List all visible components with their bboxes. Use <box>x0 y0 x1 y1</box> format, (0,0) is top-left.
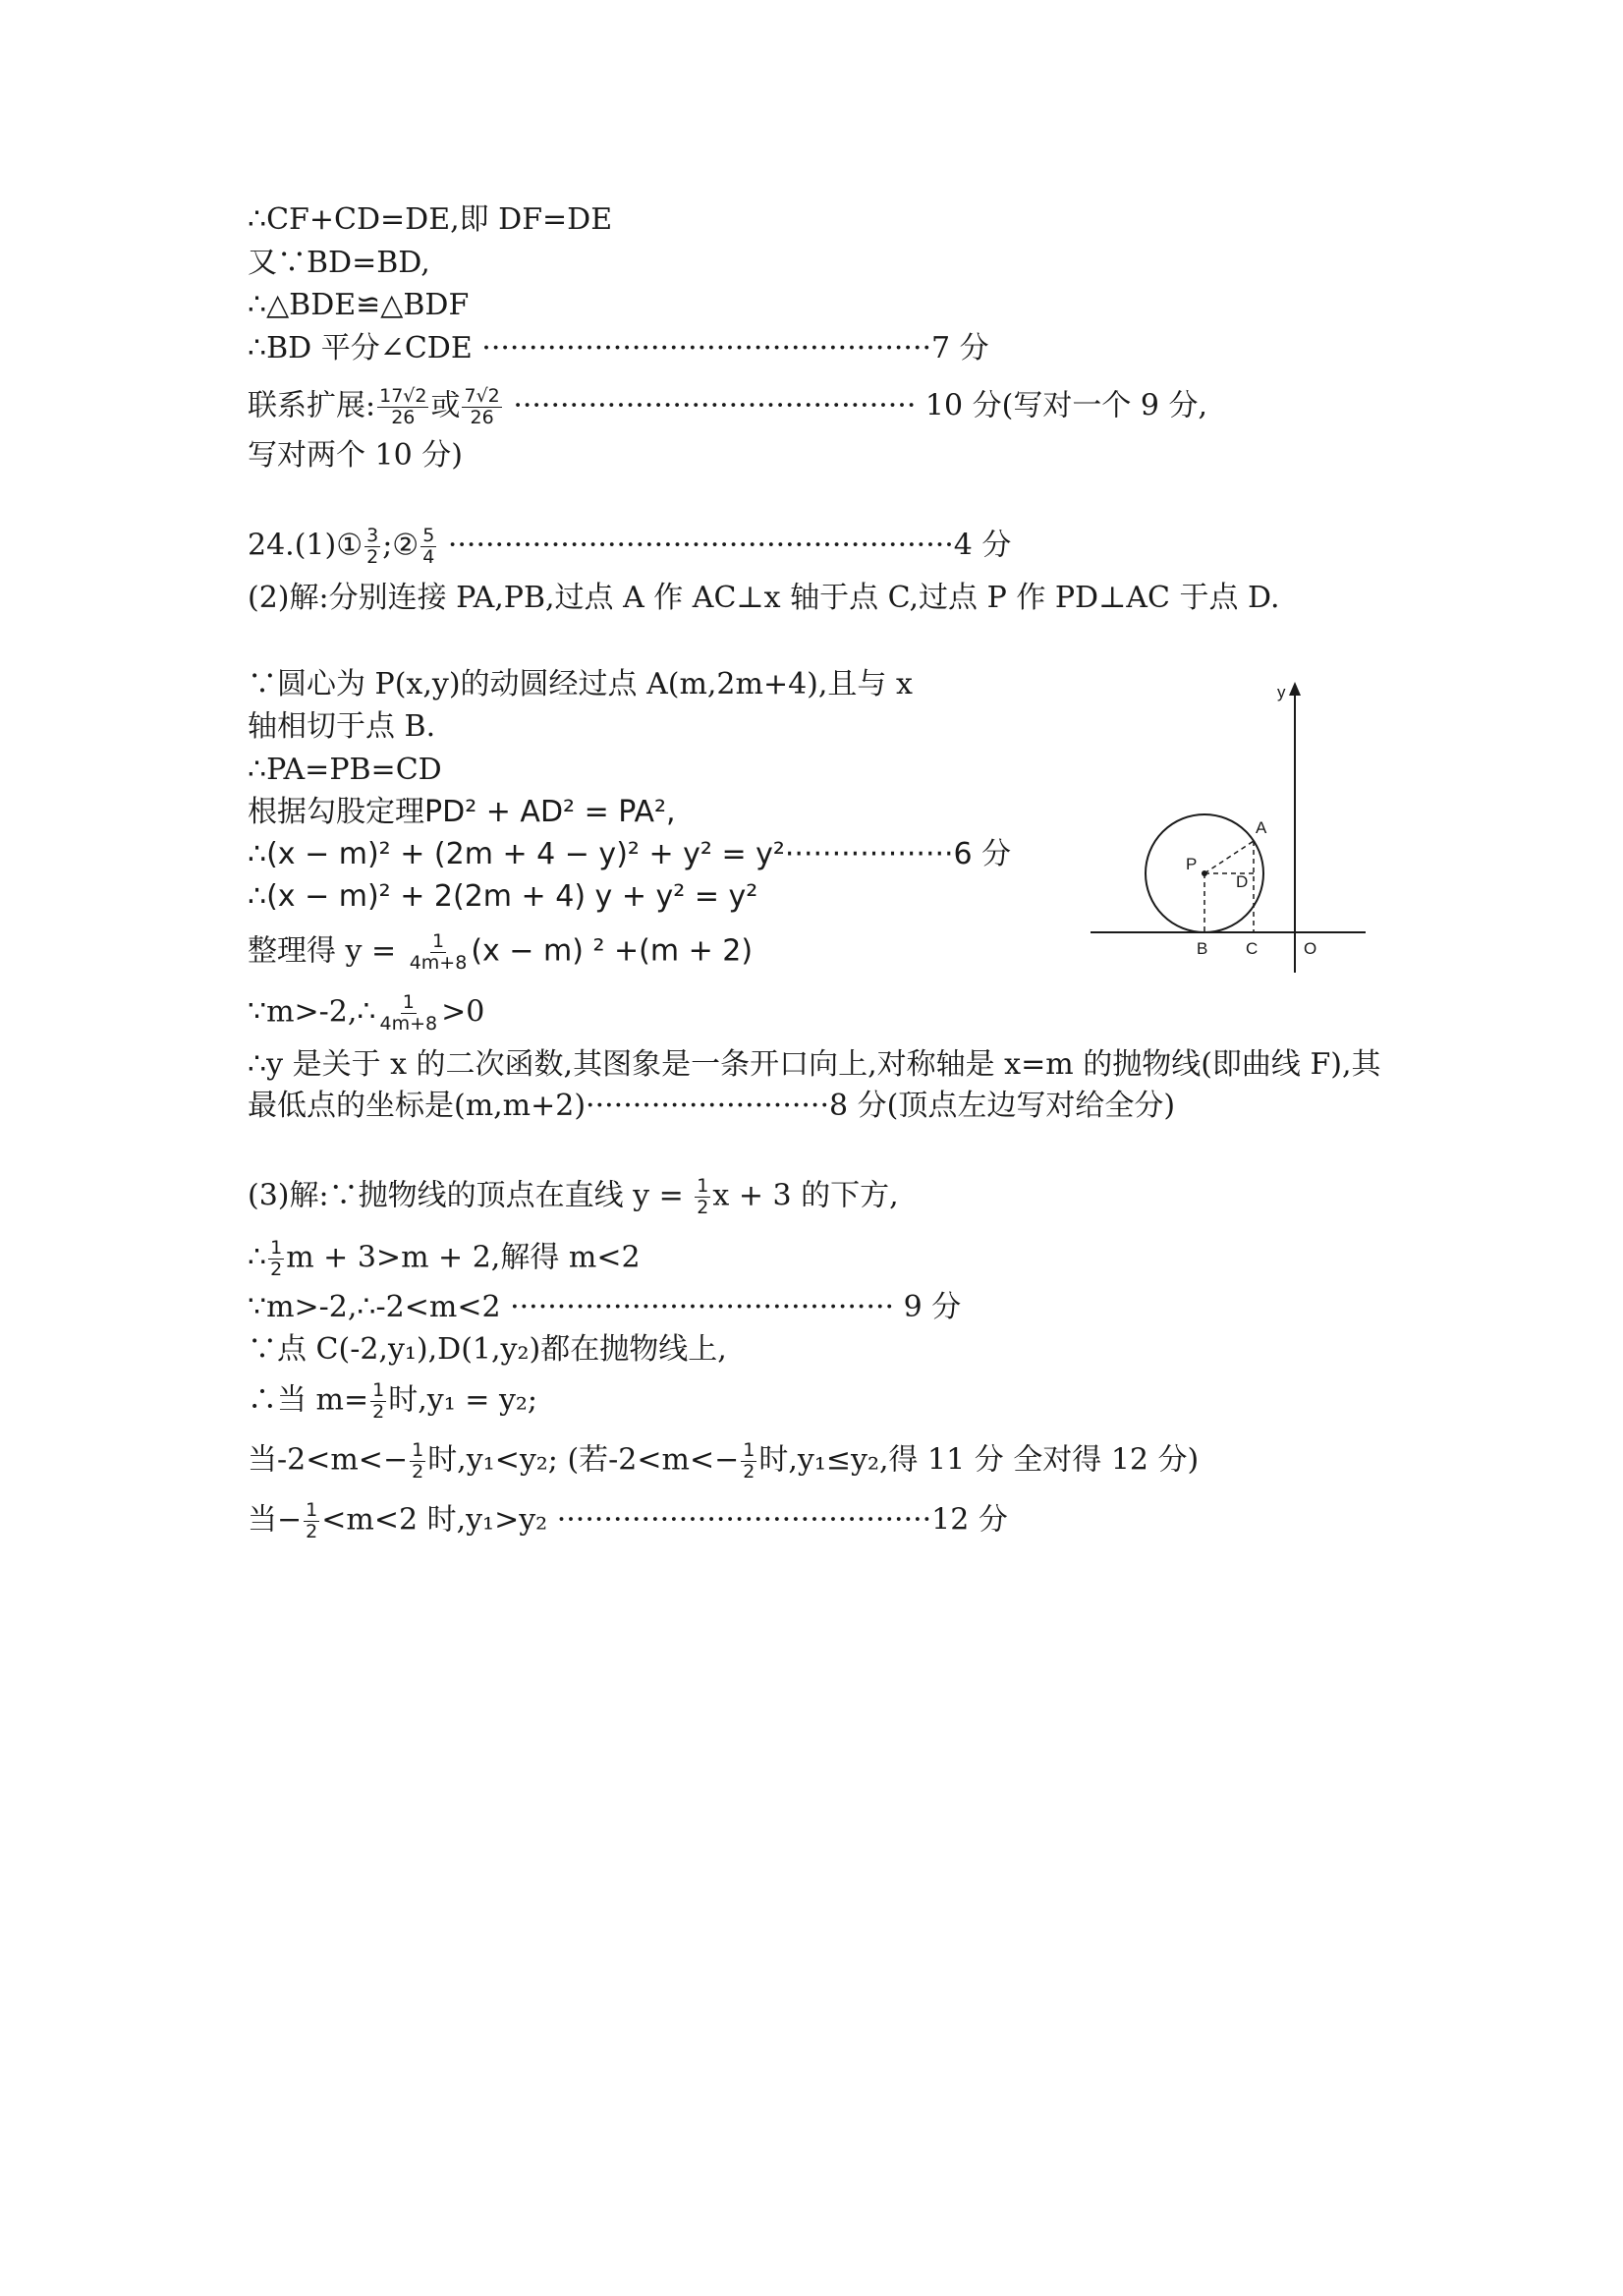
label-B: B <box>1197 939 1208 958</box>
question-24-part1: 24.(1)① $\frac{3}{2}$ ;② $\frac{5}{4}$ ······················································4 分 <box>248 525 1012 568</box>
fraction-1-over-2-f: $\frac{1}{2}$ <box>306 1499 318 1542</box>
extension-note-line: 写对两个 10 分) <box>248 438 463 473</box>
fraction-1-over-2-b: $\frac{1}{2}$ <box>270 1237 283 1280</box>
part3-line-3: ∵m>-2,∴-2<m<2 ········································· 9 分 <box>248 1290 962 1324</box>
label-D: D <box>1236 872 1249 891</box>
coefficient-positive-line: ∵m>-2,∴ $\frac{1}{4m+8}$ >0 <box>248 991 485 1035</box>
extension-label: 联系扩展: <box>248 388 376 423</box>
part3-line-6: 当-2<m<− $\frac{1}{2}$ 时,y₁<y₂; (若-2<m<− $\frac{1}{2}$ 时,y₁≤y₂,得 11 分 全对得 12 分) <box>248 1439 1200 1483</box>
proof-line-4: ∴BD 平分∠CDE ················································7 分 <box>248 331 989 365</box>
part3-line-7: 当− $\frac{1}{2}$ <m<2 时,y₁>y₂ ········································12 分 <box>248 1499 1008 1542</box>
pythagorean-line: 根据勾股定理PD² + AD² = PA², <box>248 795 676 829</box>
part3-line-5: ∴当 m= $\frac{1}{2}$ 时,y₁ = y₂; <box>248 1379 538 1423</box>
fraction-1-over-2-d: $\frac{1}{2}$ <box>412 1439 424 1483</box>
part3-line-4: ∵点 C(-2,y₁),D(1,y₂)都在抛物线上, <box>248 1332 727 1367</box>
label-P: P <box>1186 855 1198 873</box>
part3-line-1: (3)解:∵抛物线的顶点在直线 y = $\frac{1}{2}$ x + 3 的下方, <box>248 1175 899 1218</box>
label-O: O <box>1304 939 1317 958</box>
extension-answer-line: 联系扩展: $\frac{17√2}{26}$ 或 $\frac{7√2}{26}$ ··········································· 10 分(写对一个 9 分, <box>248 385 1208 428</box>
fraction-1-over-2-c: $\frac{1}{2}$ <box>372 1379 385 1423</box>
question-24-part2-intro: (2)解:分别连接 PA,PB,过点 A 作 AC⊥x 轴于点 C,过点 P 作 PD⊥AC 于点 D. <box>248 581 1280 615</box>
label-C: C <box>1246 939 1259 958</box>
proof-line-3: ∴△BDE≌△BDF <box>248 288 470 322</box>
parabola-conclusion: ∴y 是关于 x 的二次函数,其图象是一条开口向上,对称轴是 x=m 的抛物线(即曲线 F),其最低点的坐标是(m,m+2)··························8 分(顶点左边写对给全分) <box>248 1047 1381 1123</box>
proof-line-1: ∴CF+CD=DE,即 DF=DE <box>248 202 613 237</box>
geometry-figure <box>1081 678 1375 982</box>
equation-line-2: ∴(x − m)² + 2(2m + 4) y + y² = y² <box>248 879 758 914</box>
fraction-1-over-4m-plus-8: $\frac{1}{4m+8}$ <box>409 930 468 974</box>
simplified-equation-line: 整理得 y = $\frac{1}{4m+8}$ (x − m) ² +(m + 2) <box>248 930 754 974</box>
fraction-5-over-4: $\frac{5}{4}$ <box>422 525 435 568</box>
solution-line-10: 轴相切于点 B. <box>248 709 436 744</box>
center-point-P <box>1202 870 1207 876</box>
equation-line-1: ∴(x − m)² + (2m + 4 − y)² + y² = y²··················6 分 <box>248 837 1012 871</box>
fraction-1-over-2-e: $\frac{1}{2}$ <box>743 1439 756 1483</box>
label-y: y <box>1277 683 1286 701</box>
label-A: A <box>1256 818 1267 837</box>
fraction-1-over-4m-plus-8-b: $\frac{1}{4m+8}$ <box>379 991 438 1035</box>
segment-PA <box>1204 841 1254 873</box>
y-axis-arrow <box>1289 682 1301 696</box>
fraction-17root2-over-26: $\frac{17√2}{26}$ <box>379 385 427 428</box>
fraction-3-over-2: $\frac{3}{2}$ <box>366 525 379 568</box>
part3-line-2: ∴ $\frac{1}{2}$ m + 3>m + 2,解得 m<2 <box>248 1237 641 1280</box>
proof-line-2: 又∵BD=BD, <box>248 246 430 280</box>
fraction-1-over-2-a: $\frac{1}{2}$ <box>697 1175 709 1218</box>
fraction-7root2-over-26: $\frac{7√2}{26}$ <box>464 385 500 428</box>
solution-line-11: ∴PA=PB=CD <box>248 753 442 787</box>
solution-line-9: ∵圆心为 P(x,y)的动圆经过点 A(m,2m+4),且与 x <box>248 667 913 701</box>
